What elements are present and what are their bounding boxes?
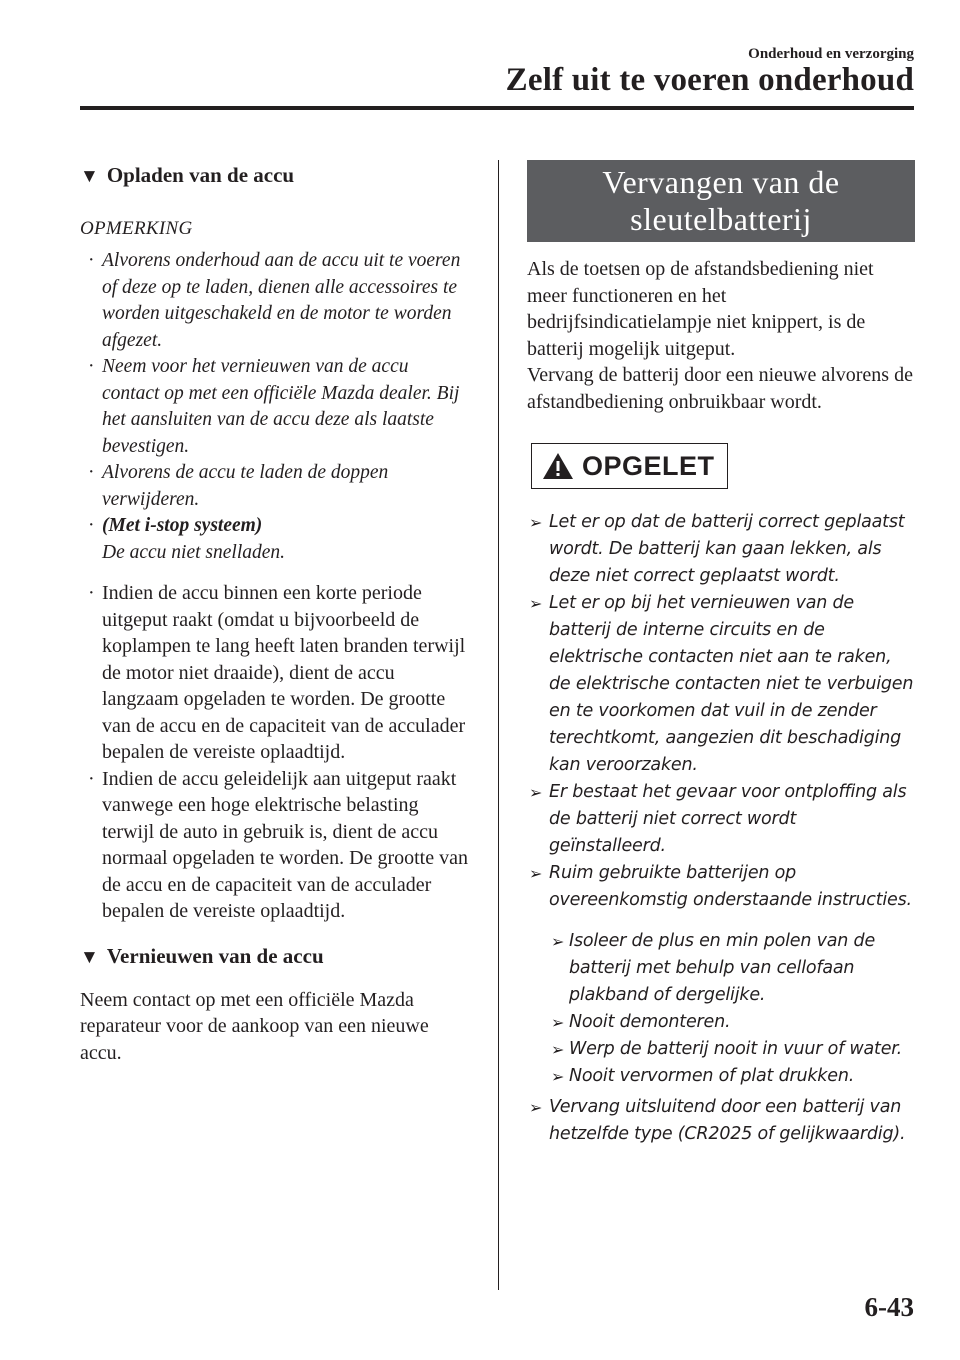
warning-item: ➢ Let er op dat de batterij correct geplaatst wordt. De batterij kan gaan lekken, als deze niet correct geplaatst wordt.: [527, 509, 915, 590]
arrow-right-icon: ➢: [551, 1013, 565, 1032]
section-banner: [527, 160, 915, 242]
bullet-icon: ·: [88, 515, 95, 536]
bullet-icon: ·: [88, 250, 95, 271]
paragraph: Als de toetsen op de afstandsbediening niet meer functioneren en het bedrijfsindicatielampje niet knippert, is de batterij mogelijk uitgeput.: [527, 258, 874, 360]
section-label: Onderhoud en verzorging: [748, 46, 914, 62]
arrow-right-icon: ➢: [529, 783, 543, 802]
list-item: · Indien de accu binnen een korte periode uitgeput raakt (omdat u bijvoorbeeld de koplampen te lang heeft laten branden terwijl de motor niet draaide), dient de accu langzaam opgeladen te worden. De grootte van de accu en de capaciteit van de acculader bepalen de vereiste oplaadtijd.: [88, 582, 466, 763]
arrow-right-icon: ➢: [551, 1040, 565, 1059]
bullet-icon: ·: [88, 767, 95, 790]
right-column: [527, 160, 915, 1148]
heading-text: Vernieuwen van de accu: [106, 943, 324, 968]
bullet-icon: ·: [88, 582, 95, 604]
arrow-right-icon: ➢: [529, 594, 543, 613]
note-item: · Alvorens onderhoud aan de accu uit te voeren of deze op te laden, dienen alle accessoires te worden uitgeschakeld en de motor te worden afgezet.: [88, 250, 461, 351]
arrow-right-icon: ➢: [529, 1098, 543, 1117]
caution-box: [531, 443, 728, 489]
sub-warning-item: ➢ Werp de batterij nooit in vuur of water.: [549, 1036, 915, 1063]
arrow-right-icon: ➢: [551, 932, 565, 951]
heading-opladen: [80, 160, 470, 192]
banner-line: Vervangen van de: [602, 164, 840, 200]
list-item: · Indien de accu geleidelijk aan uitgeput raakt vanwege een hoge elektrische belasting terwijl de auto in gebruik is, dient de accu normaal opgeladen te worden. De grootte van de accu en de capaciteit van de acculader bepalen de vereiste oplaadtijd.: [88, 767, 468, 922]
triangle-down-icon: ▼: [80, 946, 99, 968]
warning-item: ➢ Vervang uitsluitend door een batterij van hetzelfde type (CR2025 of gelijkwaardig).: [527, 1094, 915, 1148]
note-label: OPMERKING: [80, 218, 193, 239]
warning-item: ➢ Let er op bij het vernieuwen van de batterij de interne circuits en de elektrische contacten niet aan te raken, de elektrische contacten niet te verbuigen en te voorkomen dat vuil in de zender terechtkomt, aangezien dit beschadiging kan veroorzaken.: [527, 590, 915, 779]
header-rule: [80, 106, 914, 110]
caution-label: OPGELET: [582, 450, 715, 481]
sub-warning-item: ➢ Nooit demonteren.: [549, 1009, 915, 1036]
banner-line: sleutelbatterij: [630, 201, 812, 237]
left-column: [80, 160, 470, 1066]
sub-warning-list: [549, 928, 915, 1090]
arrow-right-icon: ➢: [529, 864, 543, 883]
paragraph: Neem contact op met een officiële Mazda reparateur voor de aankoop van een nieuwe accu.: [80, 988, 429, 1064]
body-list: [80, 580, 470, 925]
page-number: 6-43: [864, 1292, 914, 1322]
warning-triangle-icon: [542, 452, 574, 480]
heading-vernieuwen: [80, 941, 470, 973]
warning-item: ➢ Ruim gebruikte batterijen op overeenkomstig onderstaande instructies. ➢ Isoleer de plus en min polen van de batterij met behulp van cellofaan plakband of dergelijke. ➢ Nooit demonteren. ➢ Werp de batterij nooit in vuur of water. ➢ Nooit vervormen of plat drukken.: [527, 860, 915, 1090]
warning-item: ➢ Er bestaat het gevaar voor ontploffing als de batterij niet correct wordt geïnstalleerd.: [527, 779, 915, 860]
column-divider: [498, 160, 499, 1290]
arrow-right-icon: ➢: [529, 513, 543, 532]
bullet-icon: ·: [88, 356, 95, 377]
note-item: · Alvorens de accu te laden de doppen verwijderen.: [88, 462, 389, 510]
page-title: Zelf uit te voeren onderhoud: [505, 62, 914, 98]
note-item: · Neem voor het vernieuwen van de accu contact op met een officiële Mazda dealer. Bij het aansluiten van de accu deze als laatste bevestigen.: [88, 356, 460, 457]
note-item: · (Met i-stop systeem) De accu niet snelladen.: [88, 515, 286, 563]
note-list: [80, 248, 470, 566]
sub-warning-item: ➢ Isoleer de plus en min polen van de batterij met behulp van cellofaan plakband of dergelijke.: [549, 928, 915, 1009]
triangle-down-icon: ▼: [80, 166, 99, 187]
paragraph: Vervang de batterij door een nieuwe alvorens de afstandbediening onbruikbaar wordt.: [527, 364, 913, 413]
bullet-icon: ·: [88, 462, 95, 483]
warning-list: [527, 509, 915, 1148]
arrow-right-icon: ➢: [551, 1067, 565, 1086]
heading-text: Opladen van de accu: [106, 163, 295, 187]
sub-warning-item: ➢ Nooit vervormen of plat drukken.: [549, 1063, 915, 1090]
